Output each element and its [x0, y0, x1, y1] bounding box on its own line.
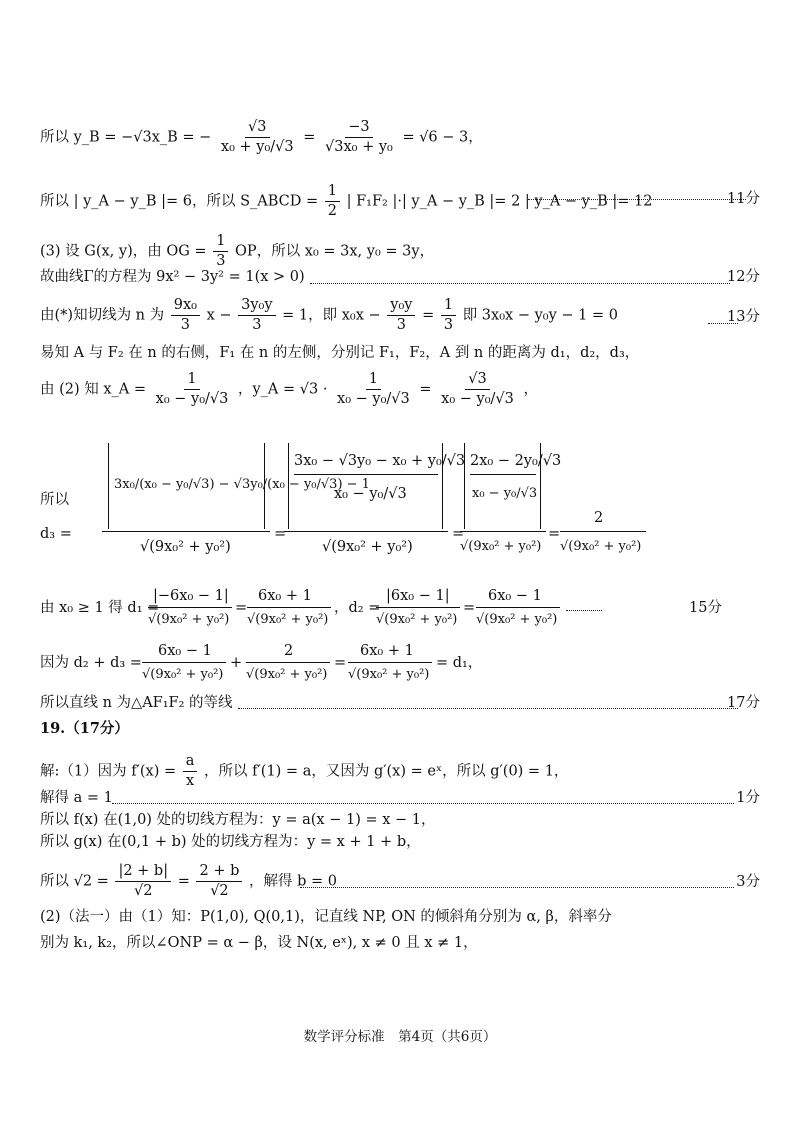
line-method1: (2)（法一）由（1）知：P(1,0), Q(0,1)，记直线 NP, ON 的倾斜角分别为 α, β，斜率分: [40, 909, 612, 925]
math: 由 x₀ ≥ 1 得 d₁ =: [40, 600, 160, 616]
denominator: √(9x₀² + y₀²): [247, 612, 329, 627]
math: = 1，即 x₀x −: [282, 307, 381, 324]
denominator: √(9x₀² + y₀²): [148, 612, 230, 627]
numerator: 1: [441, 296, 456, 316]
denominator: 3: [180, 317, 190, 333]
fraction: [238, 296, 275, 335]
line-derivative: [40, 752, 568, 791]
fraction: [441, 296, 456, 335]
denominator: x₀ − y₀/√3: [334, 486, 407, 502]
numerator: 3y₀y: [238, 296, 275, 316]
math: x −: [206, 307, 232, 324]
score-13: 13分: [727, 309, 760, 325]
numerator: |−6x₀ − 1|: [153, 588, 229, 604]
math: 所以 | y_A − y_B |= 6，所以 S_ABCD =: [40, 193, 319, 210]
numerator: 9x₀: [171, 296, 200, 316]
numerator: 6x₀ + 1: [360, 643, 414, 659]
leader-dots: [528, 197, 746, 200]
equals: =: [463, 600, 476, 616]
line-tangent-g: 所以 g(x) 在(0,1 + b) 处的切线方程为：y = x + 1 + b，: [40, 834, 421, 850]
math: 因为 d₂ + d₃ =: [40, 655, 142, 671]
numerator: 2: [284, 643, 294, 659]
fraction-bar: [376, 607, 460, 608]
fraction-bar: [246, 662, 330, 663]
math: ，解得 b = 0: [248, 873, 337, 890]
math: 所以 √2 =: [40, 873, 109, 890]
equals: =: [303, 129, 316, 146]
numerator: |6x₀ − 1|: [386, 588, 450, 604]
math: ，所以 f′(1) = a，又因为 g′(x) = eˣ，所以 g′(0) = 1，: [204, 763, 569, 780]
denominator: 3: [216, 253, 226, 269]
numerator: 6x₀ + 1: [258, 588, 312, 604]
math: | F₁F₂ |·| y_A − y_B |= 2 | y_A − y_B |= 12: [346, 193, 653, 210]
fraction-bar: [247, 607, 331, 608]
numerator: 6x₀ − 1: [158, 643, 212, 659]
math: (3) 设 G(x, y)，由 OG =: [40, 243, 207, 260]
math: ，: [523, 381, 538, 398]
abs-bar-right: [540, 443, 541, 529]
leader-dots: [310, 281, 730, 284]
fraction: [334, 370, 413, 409]
numerator: 1: [213, 232, 228, 252]
numerator: 1: [366, 370, 381, 390]
equals: =: [419, 381, 432, 398]
line-area: [40, 182, 652, 221]
numerator: 1: [325, 182, 340, 202]
denominator: √3x₀ + y₀: [325, 139, 393, 155]
math: ，y_A = √3 ·: [237, 381, 328, 398]
score-1: 1分: [736, 790, 760, 806]
line-tangent: [40, 296, 618, 335]
score-17: 17分: [727, 695, 760, 711]
fraction-bar: [102, 531, 270, 532]
fraction: [171, 296, 200, 335]
numerator: −3: [345, 118, 372, 138]
math: OP，所以 x₀ = 3x, y₀ = 3y，: [235, 243, 435, 260]
fraction-bar: [294, 474, 438, 475]
numerator: √3: [245, 118, 269, 138]
line-curve: 故曲线Γ的方程为 9x² − 3y² = 1(x > 0): [40, 269, 305, 285]
line-solve-b: [40, 862, 337, 901]
leader-dots: [112, 801, 734, 804]
denominator: √(9x₀² + y₀²): [460, 539, 542, 554]
text-suoyi: 所以: [40, 492, 69, 508]
abs-bar-right: [442, 443, 443, 529]
denominator: √(9x₀² + y₀²): [476, 612, 558, 627]
numerator: |2 + b|: [115, 862, 171, 882]
denominator: √(9x₀² + y₀²): [246, 667, 328, 682]
fraction-bar: [348, 662, 432, 663]
text: 所以: [40, 129, 69, 146]
fraction: [438, 370, 517, 409]
fraction: [196, 862, 242, 901]
numerator: 1: [184, 370, 199, 390]
line-tangent-f: 所以 f(x) 在(1,0) 处的切线方程为：y = a(x − 1) = x − 1，: [40, 812, 436, 828]
fraction: [322, 118, 396, 157]
line-solve-a: 解得 a = 1: [40, 790, 113, 806]
abs-inner: 3x₀/(x₀ − y₀/√3) − √3y₀/(x₀ − y₀/√3) − 1: [114, 477, 370, 492]
denominator: √2: [210, 883, 229, 899]
line-yb: [40, 118, 483, 157]
numerator: √3: [465, 370, 489, 390]
fraction: [115, 862, 171, 901]
fraction-bar: [460, 531, 546, 532]
fraction: [387, 296, 415, 335]
fraction: [183, 752, 198, 791]
text: 由(*)知切线为 n 为: [40, 307, 165, 324]
math: 由 (2) 知 x_A =: [40, 381, 147, 398]
math: = d₁，: [436, 655, 483, 671]
abs-bar-right: [264, 443, 265, 529]
equals: =: [177, 873, 190, 890]
leader-dots: [300, 885, 734, 888]
denominator: √2: [134, 883, 153, 899]
denominator: 3: [443, 317, 454, 333]
score-11: 11分: [727, 191, 760, 207]
abs-bar-left: [288, 443, 289, 529]
denominator: x₀ + y₀/√3: [220, 139, 294, 155]
denominator: √(9x₀² + y₀²): [140, 539, 231, 555]
abs-bar-left: [108, 443, 109, 529]
math: 解:（1）因为 f′(x) =: [40, 763, 177, 780]
leader-dots: [566, 608, 602, 611]
fraction: [218, 118, 297, 157]
score-15: 15分: [689, 600, 722, 616]
denominator: √(9x₀² + y₀²): [348, 667, 430, 682]
d3-label: d₃ =: [40, 526, 72, 542]
denominator: √(9x₀² + y₀²): [376, 612, 458, 627]
denominator: x₀ − y₀/√3: [441, 391, 514, 407]
line-conclusion: 所以直线 n 为△AF₁F₂ 的等线: [40, 695, 233, 711]
math: = √6 − 3，: [402, 129, 483, 146]
denominator: 3: [396, 317, 406, 333]
fraction-bar: [470, 474, 536, 475]
fraction-bar: [284, 531, 448, 532]
equals: =: [235, 600, 248, 616]
numerator: 3x₀ − √3y₀ − x₀ + y₀/√3: [294, 453, 466, 469]
numerator: y₀y: [387, 296, 415, 316]
leader-dots: [238, 706, 738, 709]
line-method1-cont: 别为 k₁, k₂，所以∠ONP = α − β，设 N(x, eˣ), x ≠ 0 且 x ≠ 1，: [40, 935, 478, 951]
denominator: 3: [252, 317, 262, 333]
fraction: [325, 182, 340, 221]
equals: =: [422, 307, 435, 324]
line-distances: 易知 A 与 F₂ 在 n 的右侧，F₁ 在 n 的左侧，分别记 F₁，F₂，A 到 n 的距离为 d₁，d₂，d₃，: [40, 345, 640, 361]
denominator: √(9x₀² + y₀²): [560, 539, 642, 554]
abs-bar-left: [464, 443, 465, 529]
score-12: 12分: [727, 269, 760, 285]
denominator: x₀ − y₀/√3: [472, 486, 538, 501]
fraction-bar: [148, 607, 232, 608]
denominator: 2: [327, 203, 337, 219]
equals: =: [548, 526, 561, 542]
fraction: [153, 370, 232, 409]
fraction-bar: [142, 662, 226, 663]
score-3: 3分: [736, 874, 760, 890]
denominator: x₀ − y₀/√3: [155, 391, 229, 407]
numerator: 2 + b: [196, 862, 242, 882]
equals: =: [452, 526, 465, 542]
denominator: x₀ − y₀/√3: [337, 391, 410, 407]
numerator: 2: [594, 510, 604, 526]
denominator: x: [185, 773, 195, 789]
math: ，d₂ =: [334, 600, 381, 616]
numerator: 2x₀ − 2y₀/√3: [470, 453, 562, 469]
numerator: a: [183, 752, 198, 772]
page-footer: 数学评分标准 第4页（共6页）: [303, 1029, 497, 1045]
equals: =: [334, 655, 347, 671]
denominator: √(9x₀² + y₀²): [322, 539, 413, 555]
numerator: 6x₀ − 1: [488, 588, 542, 604]
equals: =: [274, 526, 287, 542]
math: 即 3x₀x − y₀y − 1 = 0: [462, 307, 618, 324]
fraction-bar: [476, 607, 560, 608]
plus: +: [230, 655, 243, 671]
fraction-bar: [560, 531, 646, 532]
math: y_B = −√3x_B = −: [73, 129, 212, 146]
question-number: 19.（17分）: [40, 720, 129, 737]
denominator: √(9x₀² + y₀²): [142, 667, 224, 682]
line-xa-ya: [40, 370, 538, 409]
